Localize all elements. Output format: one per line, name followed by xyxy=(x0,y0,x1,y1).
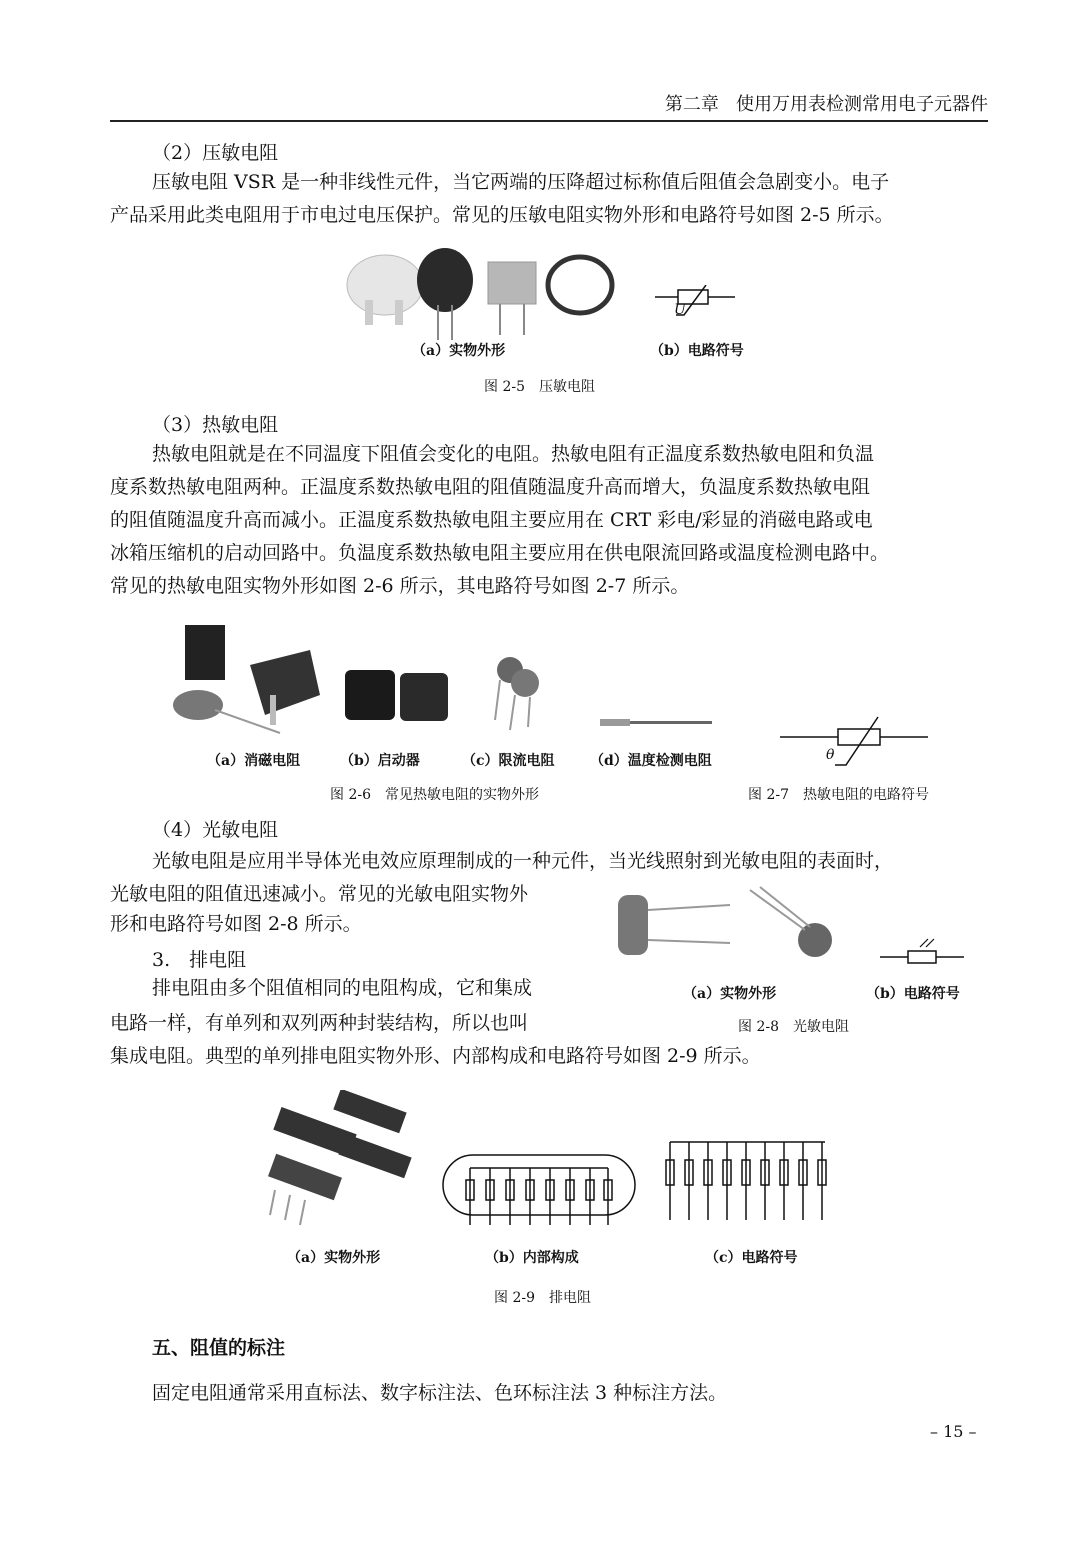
thermistor-line-5: 常见的热敏电阻实物外形如图 2-6 所示，其电路符号如图 2-7 所示。 xyxy=(110,575,690,597)
fig25-caption: 图 2-5 压敏电阻 xyxy=(484,379,595,395)
network-heading: 3. 排电阻 xyxy=(152,949,247,971)
fig27-caption: 图 2-7 热敏电阻的电路符号 xyxy=(748,787,929,803)
running-header xyxy=(110,90,988,116)
network-photo-figure xyxy=(255,1090,425,1230)
varistor-heading: （2）压敏电阻 xyxy=(152,142,279,164)
network-symbol-figure xyxy=(660,1130,835,1225)
fig29-c-label: （c）电路符号 xyxy=(705,1250,798,1266)
fig26-b-label: （b）启动器 xyxy=(340,753,420,769)
marking-line-1: 固定电阻通常采用直标法、数字标注法、色环标注法 3 种标注方法。 xyxy=(152,1382,728,1404)
thermistor-symbol-label: θ xyxy=(826,747,835,763)
fig26-c-label: （c）限流电阻 xyxy=(462,753,555,769)
varistor-symbol-label: U xyxy=(674,302,686,318)
thermistor-line-4: 冰箱压缩机的启动回路中。负温度系数热敏电阻主要应用在供电限流回路或温度检测电路中。 xyxy=(110,542,890,564)
network-internal-figure xyxy=(440,1140,640,1225)
thermistor-line-2: 度系数热敏电阻两种。正温度系数热敏电阻的阻值随温度升高而增大，负温度系数热敏电阻 xyxy=(110,476,871,498)
fig28-a-label: （a）实物外形 xyxy=(683,986,777,1002)
fig26-a-label: （a）消磁电阻 xyxy=(207,753,301,769)
fig28-b-label: （b）电路符号 xyxy=(866,986,960,1002)
thermistor-line-3: 的阻值随温度升高而减小。正温度系数热敏电阻主要应用在 CRT 彩电/彩显的消磁电路或电 xyxy=(110,509,873,531)
photoresistor-symbol xyxy=(880,935,965,970)
header-rule xyxy=(110,120,988,122)
fig29-b-label: （b）内部构成 xyxy=(485,1250,579,1266)
thermistor-line-1: 热敏电阻就是在不同温度下阻值会变化的电阻。热敏电阻有正温度系数热敏电阻和负温 xyxy=(152,443,875,465)
photo-line-2: 光敏电阻的阻值迅速减小。常见的光敏电阻实物外 xyxy=(110,883,529,905)
photo-heading: （4）光敏电阻 xyxy=(152,819,279,841)
fig25-a-label: （a）实物外形 xyxy=(412,343,506,359)
photo-line-3: 形和电路符号如图 2-8 所示。 xyxy=(110,913,362,935)
varistor-line-1: 压敏电阻 VSR 是一种非线性元件，当它两端的压降超过标称值后阻值会急剧变小。电子 xyxy=(152,171,890,193)
varistor-symbol xyxy=(650,285,740,325)
fig26-d-label: （d）温度检测电阻 xyxy=(590,753,712,769)
network-line-1: 排电阻由多个阻值相同的电阻构成，它和集成 xyxy=(152,977,533,999)
header-chapter: 第二章 xyxy=(664,94,719,115)
network-line-2: 电路一样，有单列和双列两种封装结构，所以也叫 xyxy=(110,1012,529,1034)
fig26-caption: 图 2-6 常见热敏电阻的实物外形 xyxy=(330,787,539,803)
thermistor-photo-figure xyxy=(170,615,730,745)
page-number: – 15 – xyxy=(930,1422,977,1441)
network-line-3: 集成电阻。典型的单列排电阻实物外形、内部构成和电路符号如图 2-9 所示。 xyxy=(110,1045,761,1067)
photo-line-1: 光敏电阻是应用半导体光电效应原理制成的一种元件，当光线照射到光敏电阻的表面时， xyxy=(152,850,894,872)
fig25-b-label: （b）电路符号 xyxy=(650,343,744,359)
fig29-caption: 图 2-9 排电阻 xyxy=(494,1290,591,1306)
marking-heading: 五、阻值的标注 xyxy=(152,1337,286,1359)
varistor-line-2: 产品采用此类电阻用于市电过电压保护。常见的压敏电阻实物外形和电路符号如图 2-5 所示。 xyxy=(110,204,894,226)
fig29-a-label: （a）实物外形 xyxy=(287,1250,381,1266)
header-title: 使用万用表检测常用电子元器件 xyxy=(736,94,988,115)
photoresistor-photo-figure xyxy=(610,885,850,970)
fig28-caption: 图 2-8 光敏电阻 xyxy=(738,1019,849,1035)
thermistor-symbol xyxy=(780,715,930,770)
thermistor-heading: （3）热敏电阻 xyxy=(152,414,279,436)
